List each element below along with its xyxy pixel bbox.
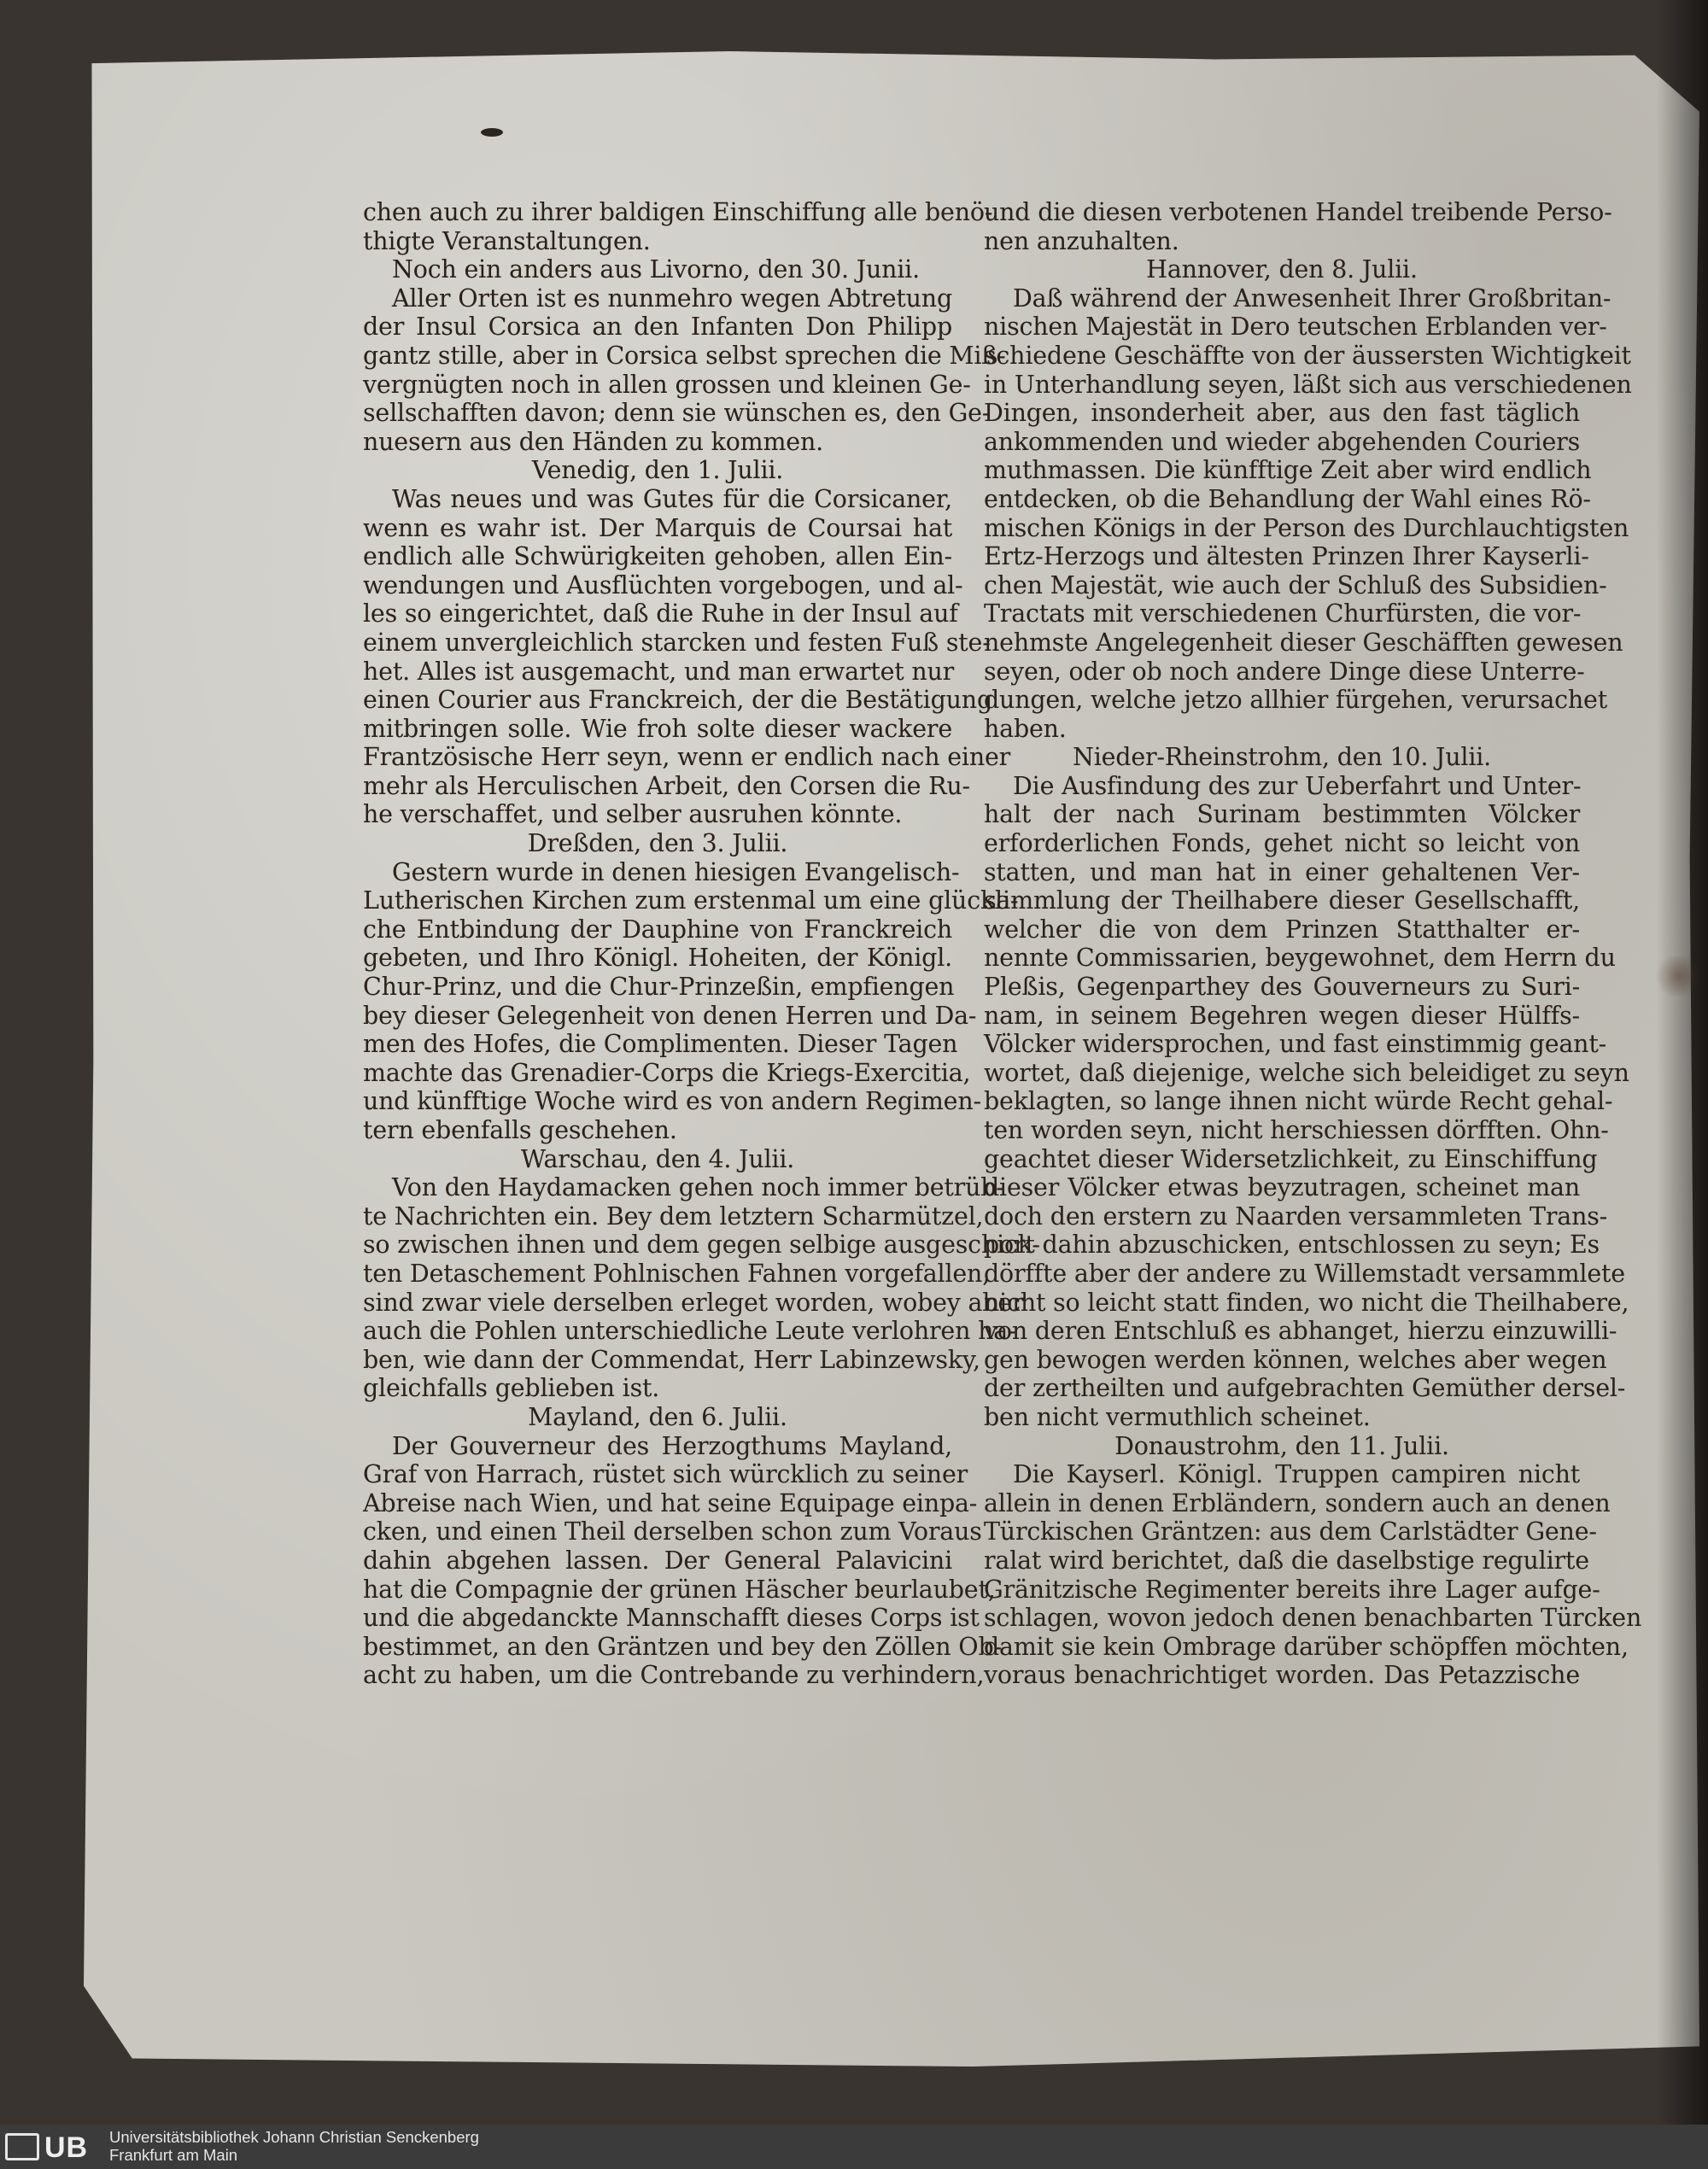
text-line: ankommenden und wieder abgehenden Couriers: [984, 427, 1580, 456]
text-line: sellschafften davon; denn sie wünschen es, den Ge-: [363, 399, 991, 428]
text-line: hat die Compagnie der grünen Häscher beurlaubet,: [363, 1575, 996, 1604]
text-line: beklagten, so lange ihnen nicht würde Recht gehal-: [984, 1087, 1613, 1116]
text-line: nuesern aus den Händen zu kommen.: [363, 427, 823, 456]
text-line: sammlung der Theilhabere dieser Gesellschafft,: [984, 886, 1580, 915]
dateline-heading: Mayland, den 6. Julii.: [528, 1402, 787, 1431]
text-line: vergnügten noch in allen grossen und kleinen Ge-: [363, 370, 971, 399]
text-line: einen Courier aus Franckreich, der die Bestätigung: [363, 686, 992, 715]
text-line: bey dieser Gelegenheit von denen Herren und Da-: [363, 1001, 977, 1030]
text-line: ten worden seyn, nicht herschiessen dörfften. Ohn-: [984, 1116, 1609, 1144]
text-line: wortet, daß diejenige, welche sich beleidiget zu seyn: [984, 1058, 1629, 1087]
text-line: doch den erstern zu Naarden versammleten Trans-: [984, 1201, 1608, 1231]
text-line: ten Detaschement Pohlnischen Fahnen vorgefallen,: [363, 1259, 991, 1288]
text-line: wenn es wahr ist. Der Marquis de Coursai hat: [363, 513, 952, 542]
institution-location: Frankfurt am Main: [109, 2146, 238, 2164]
text-line: Graf von Harrach, rüstet sich würcklich zu seiner: [363, 1460, 968, 1489]
text-line: Dingen, insonderheit aber, aus den fast täglich: [984, 399, 1580, 428]
text-line: mitbringen solle. Wie froh solte dieser wackere: [363, 714, 952, 743]
text-line: erforderlichen Fonds, gehet nicht so leicht von: [984, 829, 1580, 858]
text-line: sind zwar viele derselben erleget worden, wobey aber: [363, 1288, 1024, 1317]
text-line: Völcker widersprochen, und fast einstimmig geant-: [984, 1030, 1607, 1059]
text-line: der zertheilten und aufgebrachten Gemüther dersel-: [984, 1374, 1626, 1403]
text-line: dieser Völcker etwas beyzutragen, scheinet man: [984, 1173, 1580, 1202]
text-line: Ertz-Herzogs und ältesten Prinzen Ihrer Kayserli-: [984, 542, 1589, 571]
text-line: dahin abgehen lassen. Der General Palavicini: [363, 1546, 952, 1575]
text-line: nicht so leicht statt finden, wo nicht die Theilhabere,: [984, 1288, 1629, 1317]
binding-shadow: [1657, 0, 1708, 2125]
ink-stain: [481, 128, 503, 137]
text-line: Der Gouverneur des Herzogthums Mayland,: [392, 1431, 952, 1460]
text-line: port dahin abzuschicken, entschlossen zu seyn; Es: [984, 1231, 1600, 1260]
text-line: acht zu haben, um die Contrebande zu verhindern,: [363, 1661, 985, 1690]
institution-name: Universitätsbibliothek Johann Christian Senckenberg: [109, 2128, 479, 2146]
text-line: endlich alle Schwürigkeiten gehoben, allen Ein-: [363, 542, 952, 571]
ub-emblem-icon: [5, 2133, 39, 2160]
text-line: halt der nach Surinam bestimmten Völcker: [984, 800, 1580, 829]
dateline-heading: Venedig, den 1. Julii.: [531, 456, 784, 485]
text-line: damit sie kein Ombrage darüber schöpffen möchten,: [984, 1632, 1629, 1661]
text-line: cken, und einen Theil derselben schon zum Voraus: [363, 1517, 982, 1546]
text-line: ralat wird berichtet, daß die daselbstige regulirte: [984, 1546, 1589, 1575]
text-line: und die diesen verbotenen Handel treibende Perso-: [984, 198, 1612, 226]
text-line: einem unvergleichlich starcken und festen Fuß ste-: [363, 628, 991, 657]
dateline-heading: Dreßden, den 3. Julii.: [527, 829, 788, 858]
text-line: Gränitzische Regimenter bereits ihre Lager aufge-: [984, 1575, 1600, 1604]
text-line: in Unterhandlung seyen, läßt sich aus verschiedenen: [984, 370, 1632, 399]
text-line: Noch ein anders aus Livorno, den 30. Junii.: [392, 255, 920, 284]
text-line: haben.: [984, 714, 1067, 743]
text-line: gen bewogen werden können, welches aber wegen: [984, 1345, 1607, 1374]
text-line: het. Alles ist ausgemacht, und man erwartet nur: [363, 657, 955, 686]
text-line: welcher die von dem Prinzen Statthalter er-: [984, 915, 1580, 944]
text-line: te Nachrichten ein. Bey dem letztern Scharmützel,: [363, 1201, 984, 1231]
library-logo: [5, 2130, 94, 2164]
text-line: chen auch zu ihrer baldigen Einschiffung alle benö-: [363, 198, 993, 226]
text-line: bestimmet, an den Gräntzen und bey den Zöllen Ob-: [363, 1632, 1002, 1661]
text-line: auch die Pohlen unterschiedliche Leute verlohren ha-: [363, 1317, 1016, 1346]
text-line: nischen Majestät in Dero teutschen Erblanden ver-: [984, 313, 1607, 342]
text-line: nennte Commissarien, beygewohnet, dem Herrn du: [984, 944, 1616, 973]
text-line: Pleßis, Gegenparthey des Gouverneurs zu Suri-: [984, 973, 1580, 1002]
text-line: voraus benachrichtiget worden. Das Petazzische: [984, 1661, 1580, 1690]
text-line: Chur-Prinz, und die Chur-Prinzeßin, empfiengen: [363, 973, 955, 1002]
text-line: statten, und man hat in einer gehaltenen Ver-: [984, 857, 1580, 886]
text-line: wendungen und Ausflüchten vorgebogen, und al-: [363, 570, 963, 599]
text-line: nehmste Angelegenheit dieser Geschäfften gewesen: [984, 628, 1623, 657]
text-line: machte das Grenadier-Corps die Kriegs-Exercitia,: [363, 1058, 971, 1087]
text-line: und künfftige Woche wird es von andern Regimen-: [363, 1087, 981, 1116]
text-line: Daß während der Anwesenheit Ihrer Großbritan-: [1013, 284, 1611, 313]
text-line: gleichfalls geblieben ist.: [363, 1374, 660, 1403]
text-line: dörffte aber der andere zu Willemstadt versammlete: [984, 1259, 1625, 1288]
text-line: Lutherischen Kirchen zum erstenmal um eine glückli-: [363, 886, 1019, 915]
text-line: mehr als Herculischen Arbeit, den Corsen die Ru-: [363, 771, 970, 800]
dateline-heading: Donaustrohm, den 11. Julii.: [1114, 1431, 1449, 1460]
text-line: Abreise nach Wien, und hat seine Equipage einpa-: [363, 1488, 978, 1517]
logo-text: UB: [44, 2131, 89, 2164]
text-line: Die Kayserl. Königl. Truppen campiren nicht: [1013, 1460, 1580, 1489]
left-text-column: [363, 198, 1040, 1690]
text-line: gantz stille, aber in Corsica selbst sprechen die Miß-: [363, 341, 1006, 370]
footer-credit: [109, 2128, 479, 2164]
text-line: ben, wie dann der Commendat, Herr Labinzewsky,: [363, 1345, 980, 1374]
text-line: chen Majestät, wie auch der Schluß des Subsidien-: [984, 570, 1607, 599]
text-line: der Insul Corsica an den Infanten Don Philipp: [363, 313, 952, 342]
text-line: entdecken, ob die Behandlung der Wahl eines Rö-: [984, 484, 1591, 513]
text-line: Von den Haydamacken gehen noch immer betrüb-: [392, 1173, 1004, 1202]
dateline-heading: Nieder-Rheinstrohm, den 10. Julii.: [1072, 743, 1492, 772]
text-line: he verschaffet, und selber ausruhen könnte.: [363, 800, 903, 829]
text-line: nen anzuhalten.: [984, 226, 1179, 255]
text-line: Aller Orten ist es nunmehro wegen Abtretung: [392, 284, 952, 313]
text-line: allein in denen Erbländern, sondern auch an denen: [984, 1488, 1611, 1517]
dateline-heading: Warschau, den 4. Julii.: [520, 1144, 795, 1173]
text-line: nam, in seinem Begehren wegen dieser Hülffs-: [984, 1001, 1580, 1030]
text-line: mischen Königs in der Person des Durchlauchtigsten: [984, 513, 1629, 542]
dateline-heading: Hannover, den 8. Julii.: [1146, 255, 1418, 284]
text-line: schlagen, wovon jedoch denen benachbarten Türcken: [984, 1604, 1642, 1633]
text-line: Türckischen Gräntzen: aus dem Carlstädter Gene-: [984, 1517, 1597, 1546]
text-line: Die Ausfindung des zur Ueberfahrt und Unter-: [1013, 771, 1582, 800]
text-line: und die abgedanckte Mannschafft dieses Corps ist: [363, 1604, 980, 1633]
text-line: dungen, welche jetzo allhier fürgehen, verursachet: [984, 686, 1607, 715]
text-line: ben nicht vermuthlich scheinet.: [984, 1402, 1371, 1431]
text-line: muthmassen. Die künfftige Zeit aber wird endlich: [984, 456, 1592, 485]
text-line: tern ebenfalls geschehen.: [363, 1116, 677, 1144]
text-line: schiedene Geschäffte von der äussersten Wichtigkeit: [984, 341, 1631, 370]
text-line: Frantzösische Herr seyn, wenn er endlich nach einer: [363, 743, 1011, 772]
right-text-column: [984, 198, 1642, 1690]
text-line: Gestern wurde in denen hiesigen Evangelisch-: [392, 857, 960, 886]
text-line: von deren Entschluß es abhanget, hierzu einzuwilli-: [984, 1317, 1617, 1346]
text-line: so zwischen ihnen und dem gegen selbige ausgeschick-: [363, 1231, 1040, 1260]
text-line: seyen, oder ob noch andere Dinge diese Unterre-: [984, 657, 1585, 686]
text-line: Tractats mit verschiedenen Churfürsten, die vor-: [984, 599, 1582, 628]
text-line: thigte Veranstaltungen.: [363, 226, 651, 255]
text-line: geachtet dieser Widersetzlichkeit, zu Einschiffung: [984, 1144, 1598, 1173]
text-line: les so eingerichtet, daß die Ruhe in der Insul auf: [363, 599, 958, 628]
text-line: men des Hofes, die Complimenten. Dieser Tagen: [363, 1030, 958, 1059]
text-line: che Entbindung der Dauphine von Franckreich: [363, 915, 952, 944]
text-line: gebeten, und Ihro Königl. Hoheiten, der Königl.: [363, 944, 952, 973]
text-line: Was neues und was Gutes für die Corsicaner,: [392, 484, 952, 513]
